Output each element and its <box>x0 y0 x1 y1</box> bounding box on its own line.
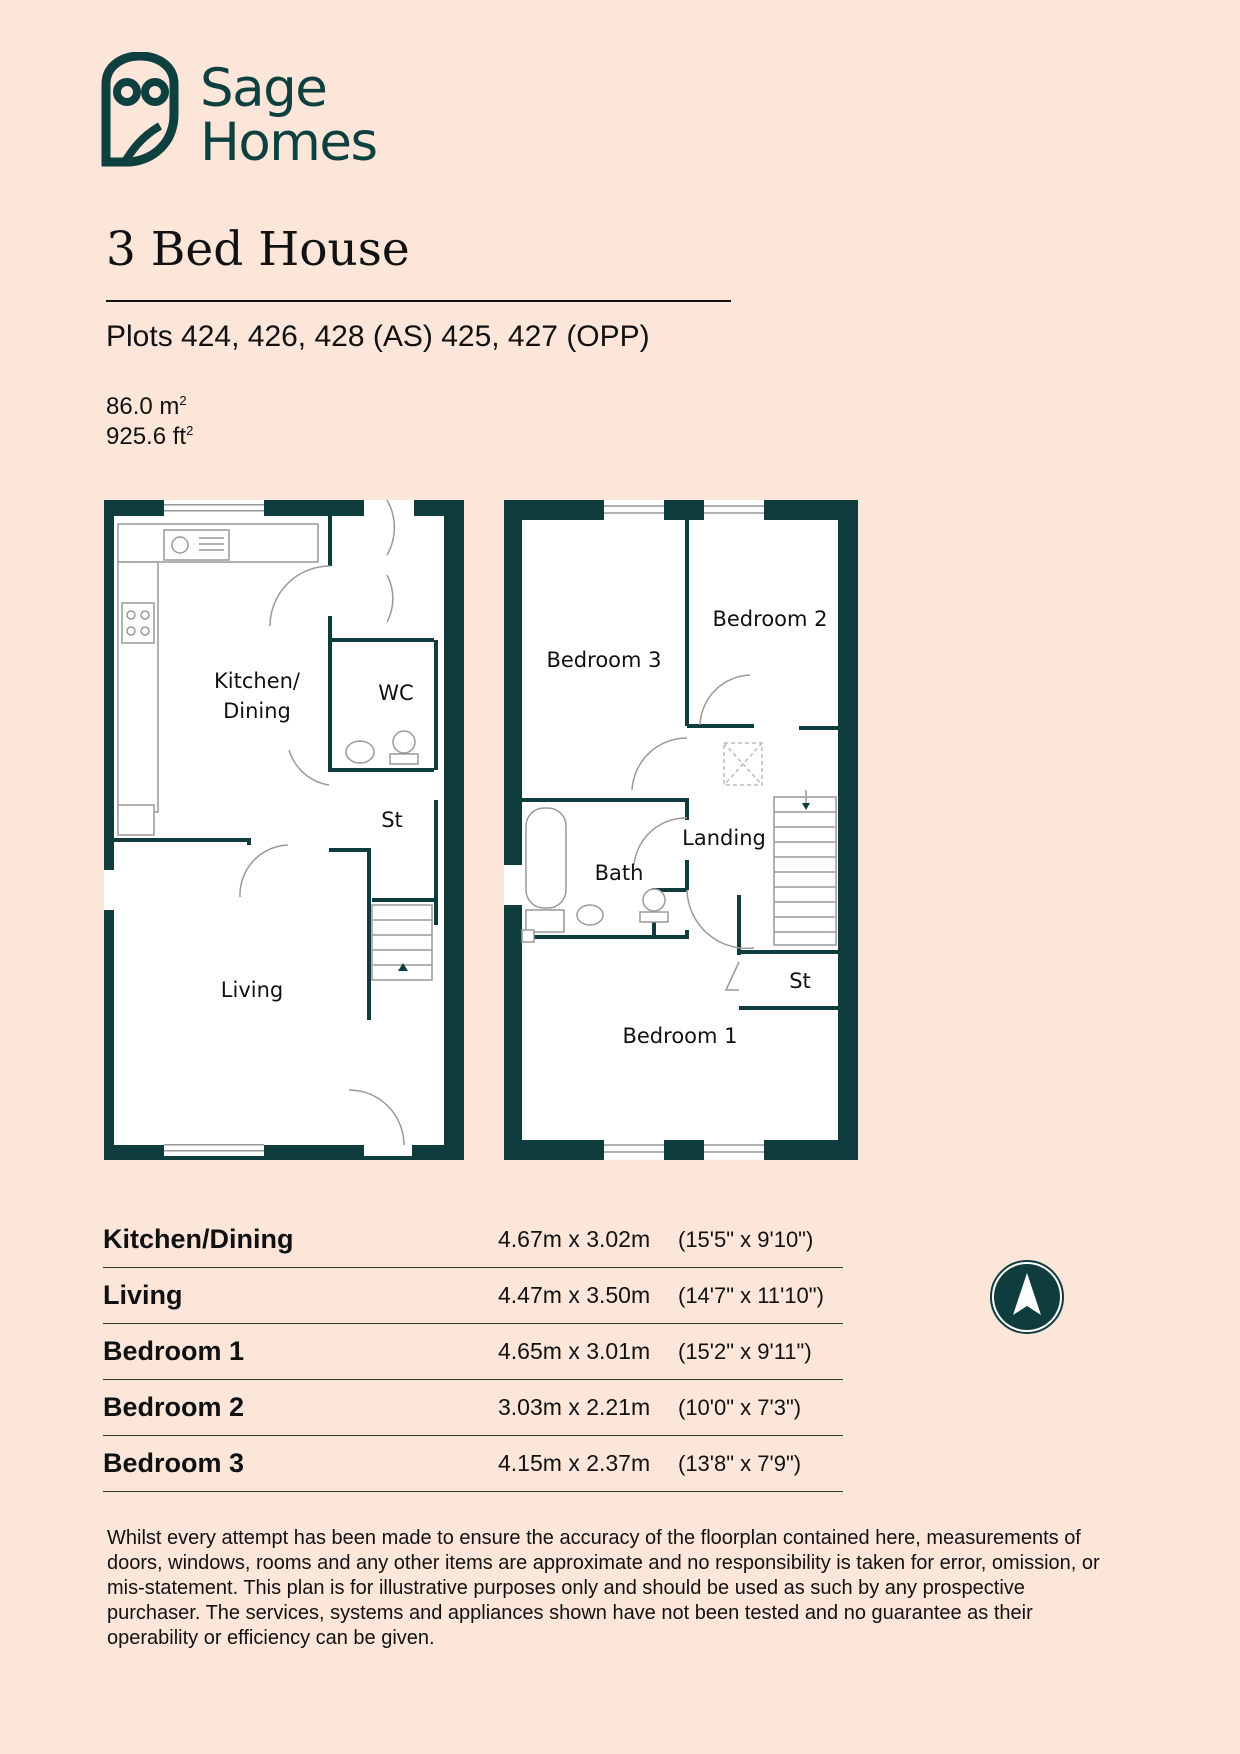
room-label-kitchen: Kitchen/ <box>214 669 300 693</box>
room-imperial: (14'7" x 11'10") <box>678 1268 843 1324</box>
area-metric <box>106 393 187 421</box>
area-imperial-value: 925.6 ft <box>106 423 187 450</box>
room-name: Living <box>103 1268 498 1324</box>
area-metric-value: 86.0 m <box>106 393 180 420</box>
table-row <box>103 1268 843 1324</box>
first-floor-plan <box>504 500 864 1160</box>
page-title: 3 Bed House <box>106 222 410 277</box>
room-imperial: (13'8" x 7'9") <box>678 1436 843 1492</box>
room-label-bedroom-2: Bedroom 2 <box>712 607 828 631</box>
room-metric: 4.65m x 3.01m <box>498 1324 678 1380</box>
room-imperial: (15'5" x 9'10") <box>678 1212 843 1268</box>
area-imperial <box>106 423 193 451</box>
ground-floor-plan <box>104 500 464 1160</box>
brand-name-line2: Homes <box>200 112 377 173</box>
room-label-bedroom-3: Bedroom 3 <box>546 648 662 672</box>
room-label-bedroom-1: Bedroom 1 <box>622 1024 738 1048</box>
room-label-first-store: St <box>789 969 811 993</box>
room-name: Kitchen/Dining <box>103 1212 498 1268</box>
room-metric: 4.67m x 3.02m <box>498 1212 678 1268</box>
table-row <box>103 1324 843 1380</box>
room-metric: 3.03m x 2.21m <box>498 1380 678 1436</box>
table-row <box>103 1380 843 1436</box>
table-row <box>103 1436 843 1492</box>
room-metric: 4.15m x 2.37m <box>498 1436 678 1492</box>
area-metric-sup: 2 <box>179 393 187 408</box>
area-imperial-sup: 2 <box>186 423 194 438</box>
room-label-living: Living <box>220 978 284 1002</box>
room-label-wc: WC <box>378 681 414 705</box>
room-imperial: (10'0" x 7'3") <box>678 1380 843 1436</box>
room-label-store: St <box>381 808 403 832</box>
title-divider <box>106 300 731 302</box>
room-name: Bedroom 3 <box>103 1436 498 1492</box>
room-label-landing: Landing <box>682 826 766 850</box>
room-name: Bedroom 2 <box>103 1380 498 1436</box>
room-label-dining: Dining <box>223 699 291 723</box>
owl-icon <box>100 52 180 172</box>
table-row <box>103 1212 843 1268</box>
brand-logo <box>100 50 420 175</box>
room-name: Bedroom 1 <box>103 1324 498 1380</box>
room-imperial: (15'2" x 9'11") <box>678 1324 843 1380</box>
brand-name-line1: Sage <box>200 58 327 119</box>
room-label-bath: Bath <box>594 861 644 885</box>
north-arrow-icon <box>989 1259 1065 1335</box>
room-metric: 4.47m x 3.50m <box>498 1268 678 1324</box>
room-dimensions-table <box>103 1212 843 1492</box>
disclaimer-text: Whilst every attempt has been made to ensure the accuracy of the floorplan contained here, measurements of doors, windows, rooms and any other items are approximate and no responsibility is taken for error, omission, or mis-statement. This plan is for illustrative purposes only and should be used as such by any prospective purchaser. The services, systems and appliances shown have not been tested and no guarantee as their operability or efficiency can be given. <box>107 1527 1100 1649</box>
plot-numbers: Plots 424, 426, 428 (AS) 425, 427 (OPP) <box>106 320 650 353</box>
